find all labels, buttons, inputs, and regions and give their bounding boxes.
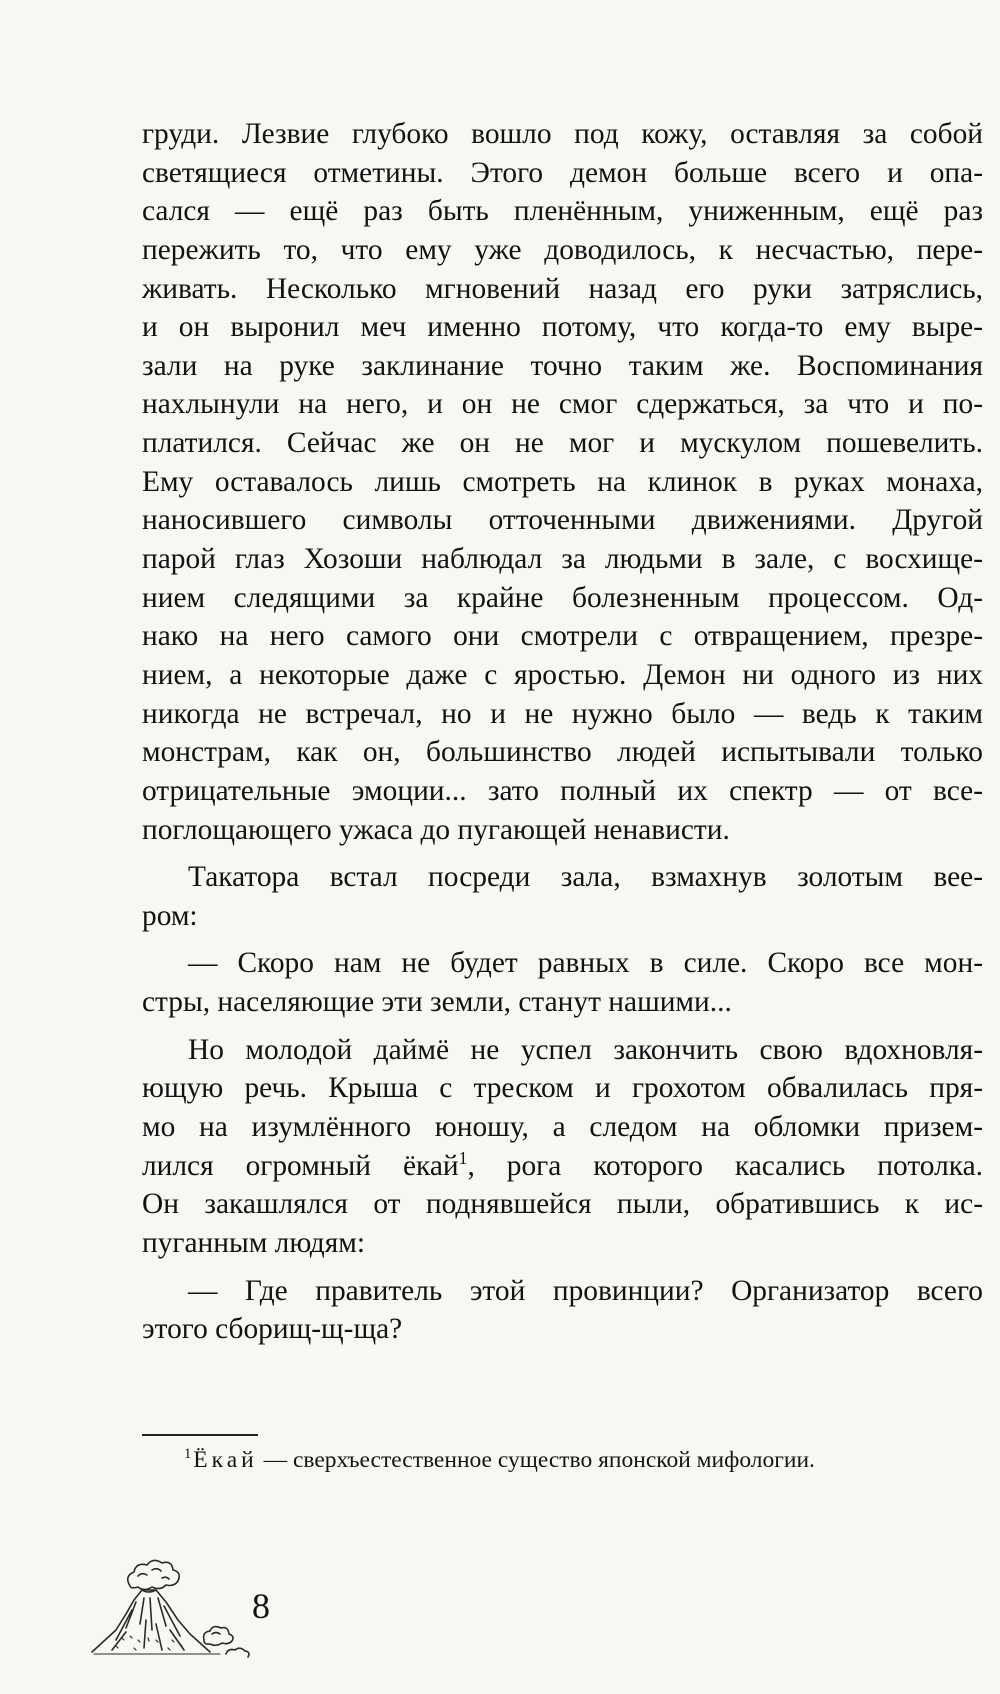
dialogue-line: — Скоро нам не будет равных в силе. Скоро все мон- [188,947,983,980]
text-line: живать. Несколько мгновений назад его руки затряслись, [142,272,983,305]
footnote-divider [142,1434,258,1436]
dialogue-line: этого сборищ-щ-ща? [142,1313,403,1346]
dialogue-line: стры, населяющие эти земли, станут нашими... [142,986,732,1019]
text-line: пуганным людям: [142,1226,366,1259]
footnote [184,1444,984,1476]
volcano-cloud-icon [86,1540,266,1660]
text-line: поглощающего ужаса до пугающей ненависти. [142,813,730,846]
text-fragment: лился огромный ёкай [142,1149,459,1182]
text-line: отрицательные эмоции... зато полный их спектр — от все- [142,774,983,807]
main-text [142,115,983,1349]
footnote-term: Ёкай [193,1447,258,1473]
text-line: груди. Лезвие глубоко вошло под кожу, оставляя за собой [142,118,983,150]
text-line: пережить то, что ему уже доводилось, к несчастью, пере- [142,233,983,266]
text-line: зали на руке заклинание точно таким же. Воспоминания [142,349,983,382]
text-line: Ему оставалось лишь смотреть на клинок в руках монаха, [142,465,983,498]
text-line: нием следящими за крайне болезненным процессом. Од- [142,581,983,614]
text-line: парой глаз Хозоши наблюдал за людьми в зале, с восхище- [142,543,983,576]
text-line: мо на изумлённого юношу, а следом на обломки призем- [142,1111,983,1144]
text-line: ром: [142,899,198,932]
dialogue-line: — Где правитель этой провинции? Организатор всего [188,1274,983,1307]
text-line: Но молодой даймё не успел закончить свою вдохновля- [188,1033,983,1066]
text-line: платился. Сейчас же он не мог и мускулом пошевелить. [142,427,983,460]
text-line: нако на него самого они смотрели с отвращением, презре- [142,620,983,653]
page-number: 8 [252,1586,270,1626]
text-fragment: , рога которого касались потолка. [467,1149,984,1182]
text-line: ющую речь. Крыша с треском и грохотом обвалилась пря- [142,1072,983,1105]
text-line: наносившего символы отточенными движениями. Другой [142,504,983,537]
footnote-reference[interactable]: 1 [458,1147,468,1168]
text-line: сался — ещё раз быть пленённым, униженным, ещё раз [142,195,983,228]
text-line: и он выронил меч именно потому, что когда-то ему выре- [142,311,983,344]
text-line: Такатора встал посреди зала, взмахнув золотым вее- [188,861,983,894]
text-line: Он закашлялся от поднявшейся пыли, обратившись к ис- [142,1188,983,1221]
text-line: монстрам, как он, большинство людей испытывали только [142,736,983,769]
footnote-number: 1 [184,1446,192,1463]
text-line: нахлынули на него, и он не смог сдержаться, за что и по- [142,388,983,421]
text-line: никогда не встречал, но и не нужно было — ведь к таким [142,697,983,730]
text-line: нием, а некоторые даже с яростью. Демон ни одного из них [142,658,983,691]
text-line: светящиеся отметины. Этого демон больше всего и опа- [142,156,983,189]
text-line-with-footnote-ref [142,1147,983,1186]
footnote-text: — сверхъестественное существо японской мифологии. [257,1447,815,1473]
